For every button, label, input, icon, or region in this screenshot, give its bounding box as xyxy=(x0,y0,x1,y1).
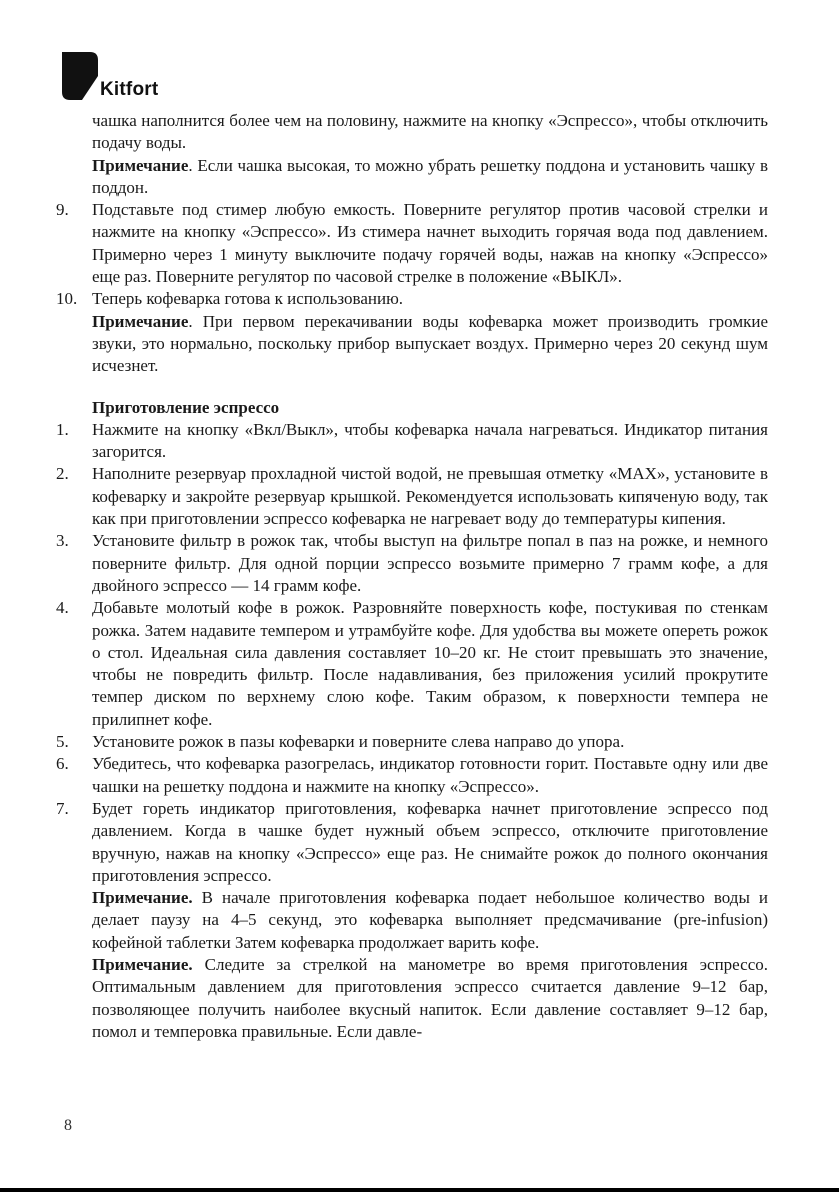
step-7-note-2 xyxy=(56,954,768,1043)
kitfort-logo-icon xyxy=(62,52,98,100)
list-item xyxy=(56,597,768,731)
note-text: В начале приготовления кофеварка подает небольшое количество воды и делает паузу на 4–5 секунд, это кофеварка выполняет предсмачивание (pre-infusion) кофейной таблетки Затем кофеварка продолжает варить кофе. xyxy=(92,888,768,952)
brand-name: Kitfort xyxy=(100,79,159,100)
note-label: Примечание xyxy=(92,155,189,175)
list-item xyxy=(56,753,768,798)
intro-continuation: чашка наполнится более чем на половину, нажмите на кнопку «Эспрессо», чтобы отключить подачу воды. xyxy=(92,111,768,153)
note-text: . Если чашка высокая, то можно убрать решетку поддона и установить чашку в поддон. xyxy=(92,155,768,197)
step-10-note xyxy=(56,311,768,378)
step-number: 6. xyxy=(56,754,69,774)
page-number: 8 xyxy=(64,1117,72,1134)
step-text: Убедитесь, что кофеварка разогрелась, индикатор готовности горит. Поставьте одну или две чашки на решетку поддона и нажмите на кнопку «Эспрессо». xyxy=(92,754,768,796)
section-title: Приготовление эспрессо xyxy=(92,397,280,417)
note-label: Примечание. xyxy=(92,954,193,974)
step-text: Будет гореть индикатор приготовления, кофеварка начнет приготовление эспрессо под давлением. Когда в чашке будет нужный объем эспрессо, отключите приготовление вручную, нажав на кнопку «Эспрессо» еще раз. Не снимайте рожок до полного окончания приготовления эспрессо. xyxy=(92,798,768,885)
step-number: 3. xyxy=(56,531,69,551)
note-text: . При первом перекачивании воды кофеварка может производить громкие звуки, это нормально, поскольку прибор выпускает воздух. Примерно через 20 секунд шум исчезнет. xyxy=(92,311,768,376)
step-number: 7. xyxy=(56,798,69,818)
step-text: Установите фильтр в рожок так, чтобы выступ на фильтре попал в паз на рожке, и немного поверните фильтр. Для одной порции эспрессо возьмите примерно 7 грамм кофе, а для двойного эспрессо — 14 грамм кофе. xyxy=(92,531,768,595)
step-text: Теперь кофеварка готова к использованию. xyxy=(92,289,404,309)
step-10 xyxy=(56,288,768,310)
page-content xyxy=(56,110,768,1043)
list-item xyxy=(56,463,768,530)
list-item xyxy=(56,419,768,464)
step-number: 10. xyxy=(56,289,78,309)
step-number: 9. xyxy=(56,200,69,220)
step-9 xyxy=(56,199,768,288)
list-item xyxy=(56,731,768,753)
step-number: 2. xyxy=(56,464,69,484)
step-text: Подставьте под стимер любую емкость. Поверните регулятор против часовой стрелки и нажмите на кнопку «Эспрессо». Из стимера начнет выходить горячая вода под давлением. Примерно через 1 минуту выключите подачу горячей воды, нажав на кнопку «Эспрессо» еще раз. Поверните регулятор по часовой стрелке в положение «ВЫКЛ». xyxy=(92,200,768,287)
note-label: Примечание. xyxy=(92,888,193,908)
step-text: Добавьте молотый кофе в рожок. Разровняйте поверхность кофе, постукивая по стенкам рожка. Затем надавите темпером и утрамбуйте кофе. Для удобства вы можете опереть рожок о стол. Идеальная сила давления составляет 10–20 кг. Не стоит превышать это значение, чтобы не повредить фильтр. После надавливания, без приложения усилий прокрутите темпер диском по верхнему слою кофе. Таким образом, к поверхности темпера не прилипнет кофе. xyxy=(92,598,768,729)
note-label: Примечание xyxy=(92,311,189,331)
step-text: Установите рожок в пазы кофеварки и поверните слева направо до упора. xyxy=(92,732,625,752)
step-text: Нажмите на кнопку «Вкл/Выкл», чтобы кофеварка начала нагреваться. Индикатор питания загорится. xyxy=(92,419,768,462)
brand-logo xyxy=(62,50,158,100)
intro-note xyxy=(56,155,768,200)
step-text: Наполните резервуар прохладной чистой водой, не превышая отметку «MAX», установите в кофеварку и закройте резервуар крышкой. Рекомендуется использовать кипяченую воду, так как при приготовлении эспрессо кофеварка не нагревает воду до температуры кипения. xyxy=(92,464,768,529)
bottom-rule xyxy=(0,1188,839,1192)
step-number: 4. xyxy=(56,598,69,618)
list-item xyxy=(56,530,768,597)
step-7-note-1 xyxy=(56,887,768,954)
list-item xyxy=(56,798,768,887)
note-text: Следите за стрелкой на манометре во время приготовления эспрессо. Оптимальным давлением для приготовления эспрессо считается давление 9–12 бар, позволяющее получить наиболее вкусный напиток. Если давление составляет 9–12 бар, помол и темперовка правильные. Если давле- xyxy=(92,954,768,1041)
step-number: 1. xyxy=(56,419,69,439)
step-number: 5. xyxy=(56,732,69,752)
